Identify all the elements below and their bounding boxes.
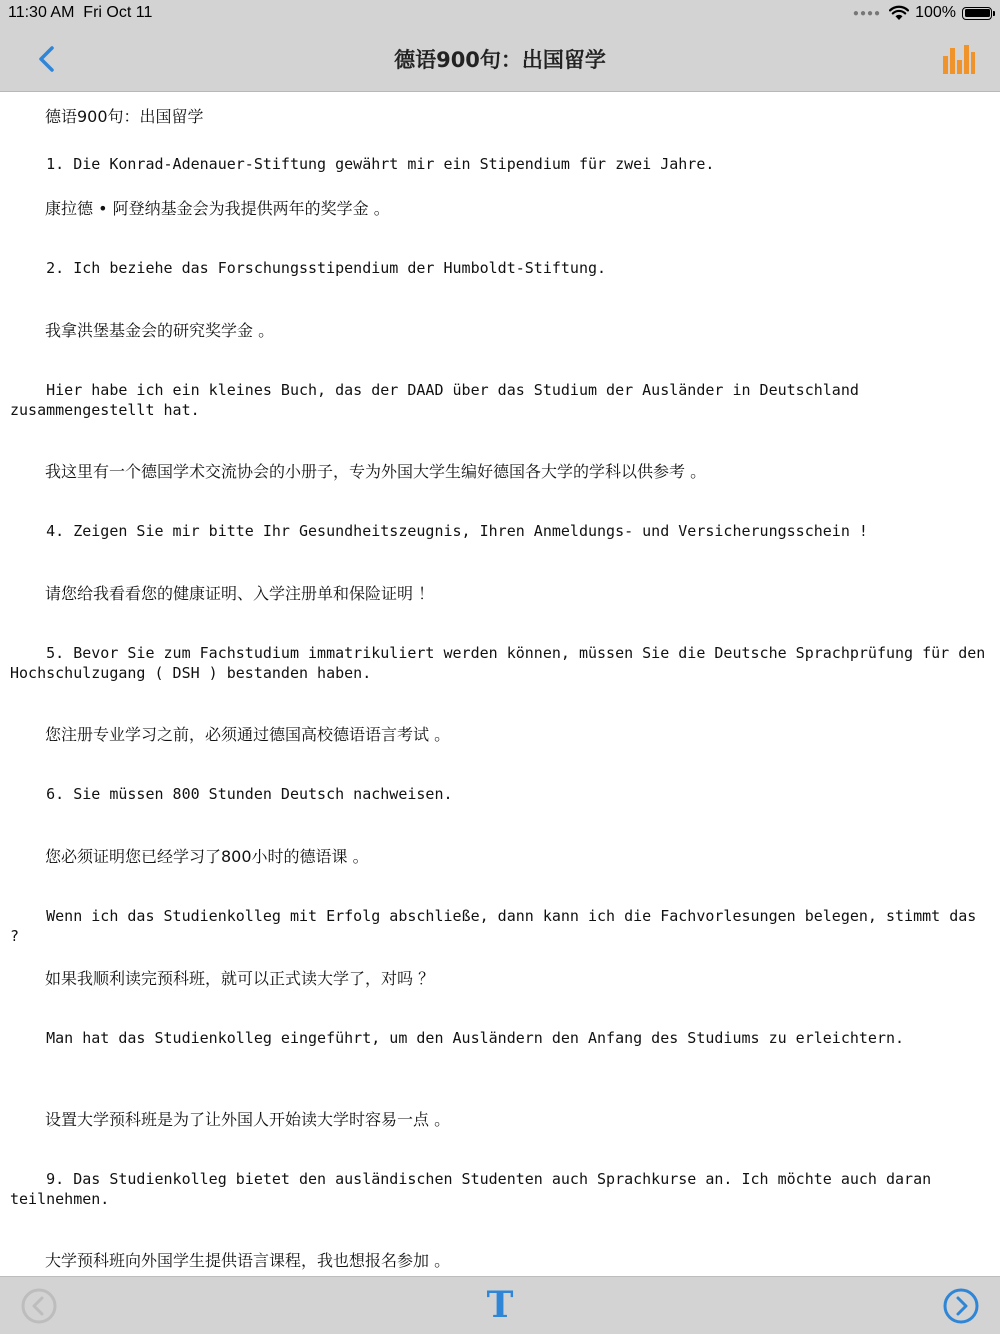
sentence-german: 9. Das Studienkolleg bietet den ausländischen Studenten auch Sprachkurse an. Ich möchte auch daran teilnehmen.: [10, 1170, 941, 1208]
article-content: [0, 92, 1000, 1276]
sentence-chinese: 大学预科班向外国学生提供语言课程，我也想报名参加 。: [45, 1251, 451, 1270]
sentence-chinese: 康拉德 • 阿登纳基金会为我提供两年的奖学金 。: [45, 199, 390, 218]
sentence-german: 1. Die Konrad-Adenauer-Stiftung gewährt mir ein Stipendium für zwei Jahre.: [10, 155, 715, 173]
bar-chart-icon: [942, 42, 976, 78]
circle-chevron-left-icon: [20, 1287, 58, 1325]
sentence-chinese: 您注册专业学习之前，必须通过德国高校德语语言考试 。: [45, 725, 451, 744]
status-bar: [0, 0, 1000, 28]
circle-chevron-right-icon: [942, 1287, 980, 1325]
document-title: 德语900句：出国留学: [45, 107, 204, 126]
nav-bar: [0, 28, 1000, 92]
battery-percent: 100%: [915, 4, 956, 21]
bottom-toolbar: [0, 1276, 1000, 1334]
font-size-button[interactable]: T: [486, 1284, 514, 1326]
sentence-german: Wenn ich das Studienkolleg mit Erfolg abschließe, dann kann ich die Fachvorlesungen belegen, stimmt das ?: [10, 907, 986, 945]
battery-icon: [962, 7, 992, 20]
sentence-german: 6. Sie müssen 800 Stunden Deutsch nachweisen.: [10, 785, 453, 803]
next-button[interactable]: [942, 1287, 980, 1325]
sentence-german: Man hat das Studienkolleg eingeführt, um den Ausländern den Anfang des Studiums zu erleichtern.: [10, 1029, 905, 1047]
sentence-german: 4. Zeigen Sie mir bitte Ihr Gesundheitszeugnis, Ihren Anmeldungs- und Versicherungsschein !: [10, 522, 868, 540]
previous-button[interactable]: [20, 1287, 58, 1325]
battery-level: [965, 9, 990, 17]
sentence-chinese: 如果我顺利读完预科班，就可以正式读大学了，对吗 ？: [45, 969, 435, 988]
sentence-german: 2. Ich beziehe das Forschungsstipendium der Humboldt-Stiftung.: [10, 259, 607, 277]
sentence-chinese: 我这里有一个德国学术交流协会的小册子，专为外国大学生编好德国各大学的学科以供参考 。: [45, 462, 707, 481]
status-time: 11:30 AM Fri Oct 11: [8, 4, 153, 21]
signal-dots-icon: ●●●●: [852, 7, 882, 19]
sentence-chinese: 请您给我看看您的健康证明、入学注册单和保险证明 ！: [45, 584, 435, 603]
status-indicators: [853, 4, 992, 22]
sentence-german: 5. Bevor Sie zum Fachstudium immatrikuliert werden können, müssen Sie die Deutsche Sprachprüfung für den Hochschulzugang ( DSH ) bestanden haben.: [10, 644, 995, 682]
sentence-chinese: 您必须证明您已经学习了800小时的德语课 。: [45, 847, 369, 866]
sentence-chinese: 我拿洪堡基金会的研究奖学金 。: [45, 321, 275, 340]
stats-button[interactable]: [942, 42, 976, 78]
sentence-chinese: 设置大学预科班是为了让外国人开始读大学时容易一点 。: [45, 1110, 451, 1129]
sentence-german: Hier habe ich ein kleines Buch, das der DAAD über das Studium der Ausländer in Deutschland zusammengestellt hat.: [10, 381, 868, 419]
page-title: 德语900句：出国留学: [394, 48, 606, 72]
wifi-icon: [889, 5, 909, 21]
